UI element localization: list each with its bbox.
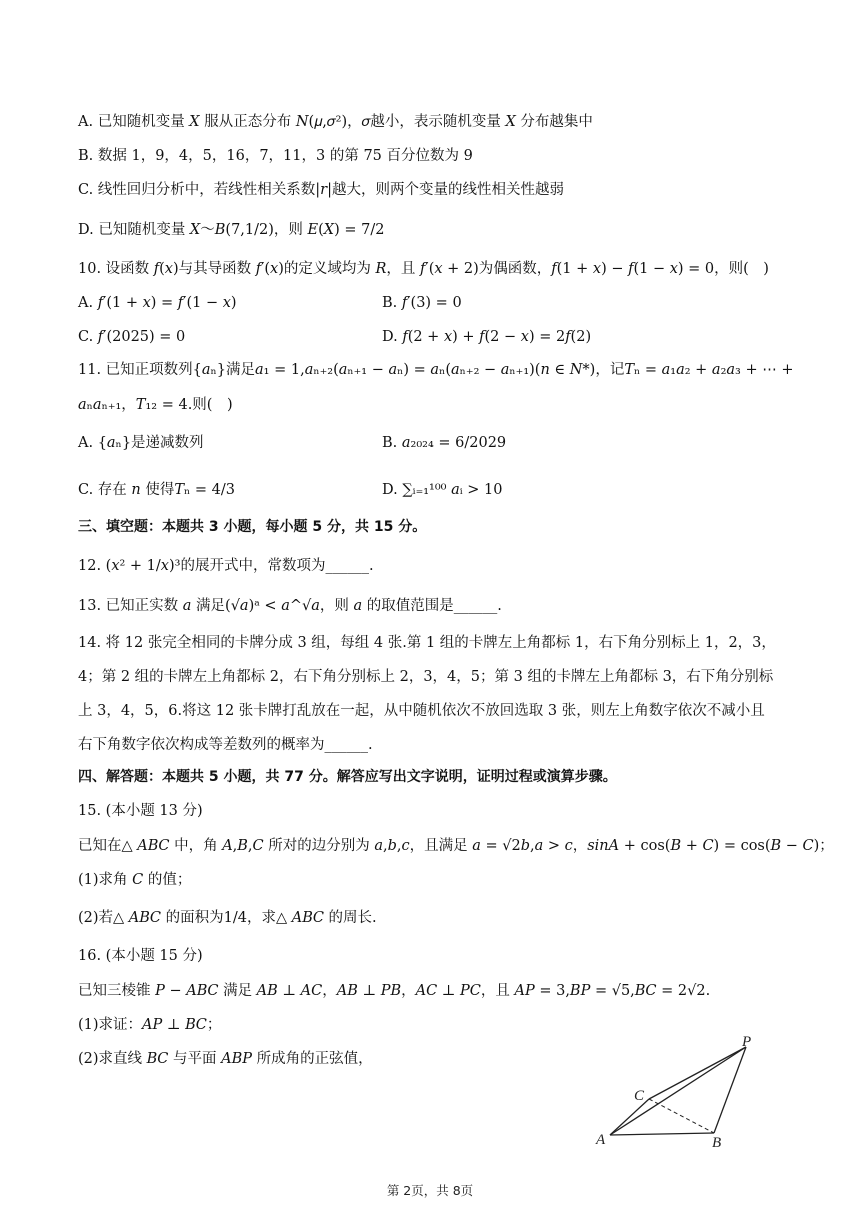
q16-head: 16. (本小题 15 分) bbox=[78, 948, 203, 964]
q12: 12. (𝑥² + 1/𝑥)³的展开式中，常数项为______. bbox=[78, 558, 374, 574]
section-3-heading: 三、填空题：本题共 3 小题，每小题 5 分，共 15 分。 bbox=[78, 519, 427, 535]
q10-d: D. 𝑓(2 + 𝑥) + 𝑓(2 − 𝑥) = 2𝑓(2) bbox=[382, 329, 592, 345]
q16-stem: 已知三棱锥 𝑃 − 𝐴𝐵𝐶 满足 𝐴𝐵 ⊥ 𝐴𝐶，𝐴𝐵 ⊥ 𝑃𝐵，𝐴𝐶 ⊥ 𝑃𝐶，且 𝐴𝑃 = 3,𝐵𝑃 = √5,𝐵𝐶 = 2√2. bbox=[78, 983, 711, 999]
q11-a: A. {𝑎ₙ}是递减数列 bbox=[78, 435, 204, 451]
edge-ac bbox=[610, 1099, 649, 1135]
q15-2: (2)若△ 𝐴𝐵𝐶 的面积为1/4，求△ 𝐴𝐵𝐶 的周长. bbox=[78, 910, 377, 926]
q10-c: C. 𝑓′(2025) = 0 bbox=[78, 329, 186, 345]
q13: 13. 已知正实数 𝑎 满足(√𝑎)ᵃ < 𝑎^√𝑎，则 𝑎 的取值范围是______. bbox=[78, 598, 502, 614]
q15-head: 15. (本小题 13 分) bbox=[78, 803, 203, 819]
q16-2: (2)求直线 𝐵𝐶 与平面 𝐴𝐵𝑃 所成角的正弦值， bbox=[78, 1051, 373, 1067]
page-footer: 第 2页，共 8页 bbox=[386, 1183, 474, 1198]
q14-4: 右下角数字依次构成等差数列的概率为______. bbox=[78, 737, 373, 753]
q15-1: (1)求角 𝐶 的值； bbox=[78, 872, 192, 888]
q14-1: 14. 将 12 张完全相同的卡牌分成 3 组，每组 4 张.第 1 组的卡牌左上角都标 1，右下角分别标上 1，2，3， bbox=[78, 635, 776, 651]
q10-a: A. 𝑓′(1 + 𝑥) = 𝑓′(1 − 𝑥) bbox=[78, 295, 237, 311]
label-a: A bbox=[596, 1132, 606, 1148]
line-9a: A. 已知随机变量 𝑋 服从正态分布 𝑁(𝜇,𝜎²)，𝜎越小，表示随机变量 𝑋 分布越集中 bbox=[78, 114, 593, 130]
label-c: C bbox=[634, 1088, 645, 1104]
tetrahedron-figure bbox=[590, 1034, 780, 1150]
line-9d: D. 已知随机变量 𝑋～𝐵(7,1/2)，则 𝐸(𝑋) = 7/2 bbox=[78, 222, 385, 238]
label-p: P bbox=[742, 1034, 752, 1050]
q16-1: (1)求证：𝐴𝑃 ⊥ 𝐵𝐶； bbox=[78, 1017, 222, 1033]
q11-b: B. 𝑎₂₀₂₄ = 6/2029 bbox=[382, 435, 507, 451]
edge-bp bbox=[714, 1047, 746, 1133]
edge-cp bbox=[649, 1047, 746, 1099]
section-4-heading: 四、解答题：本题共 5 小题，共 77 分。解答应写出文字说明，证明过程或演算步骤。 bbox=[78, 769, 617, 785]
label-b: B bbox=[712, 1135, 722, 1150]
q11-stem2: 𝑎ₙ𝑎ₙ₊₁，𝑇₁₂ = 4.则( ) bbox=[78, 397, 233, 413]
q11-d: D. ∑ᵢ₌₁¹⁰⁰ 𝑎ᵢ > 10 bbox=[382, 482, 503, 498]
edge-ap bbox=[610, 1047, 746, 1135]
q14-3: 上 3，4，5，6.将这 12 张卡牌打乱放在一起，从中随机依次不放回选取 3 张，则左上角数字依次不减小且 bbox=[78, 703, 765, 719]
line-9c: C. 线性回归分析中，若线性相关系数|𝑟|越大，则两个变量的线性相关性越弱 bbox=[78, 182, 564, 198]
q11-stem1: 11. 已知正项数列{𝑎ₙ}满足𝑎₁ = 1,𝑎ₙ₊₂(𝑎ₙ₊₁ − 𝑎ₙ) = 𝑎ₙ(𝑎ₙ₊₂ − 𝑎ₙ₊₁)(𝑛 ∈ 𝑁*)，记𝑇ₙ = 𝑎₁𝑎₂ + 𝑎₂𝑎₃ + ⋯ + bbox=[78, 362, 794, 378]
q14-2: 4；第 2 组的卡牌左上角都标 2，右下角分别标上 2，3，4，5；第 3 组的卡牌左上角都标 3，右下角分别标 bbox=[78, 669, 774, 685]
line-9b: B. 数据 1，9，4，5，16，7，11，3 的第 75 百分位数为 9 bbox=[78, 148, 473, 164]
q11-c: C. 存在 𝑛 使得𝑇ₙ = 4/3 bbox=[78, 482, 236, 498]
q10-b: B. 𝑓′(3) = 0 bbox=[382, 295, 462, 311]
q10-stem: 10. 设函数 𝑓(𝑥)与其导函数 𝑓′(𝑥)的定义域均为 𝑅，且 𝑓′(𝑥 + 2)为偶函数，𝑓(1 + 𝑥) − 𝑓(1 − 𝑥) = 0，则( ) bbox=[78, 261, 769, 277]
edge-ab bbox=[610, 1133, 714, 1135]
q15-stem: 已知在△ 𝐴𝐵𝐶 中，角 𝐴,𝐵,𝐶 所对的边分别为 𝑎,𝑏,𝑐，且满足 𝑎 = √2𝑏,𝑎 > 𝑐，𝑠𝑖𝑛𝐴 + cos(𝐵 + 𝐶) = cos(𝐵 − 𝐶)； bbox=[78, 838, 834, 854]
